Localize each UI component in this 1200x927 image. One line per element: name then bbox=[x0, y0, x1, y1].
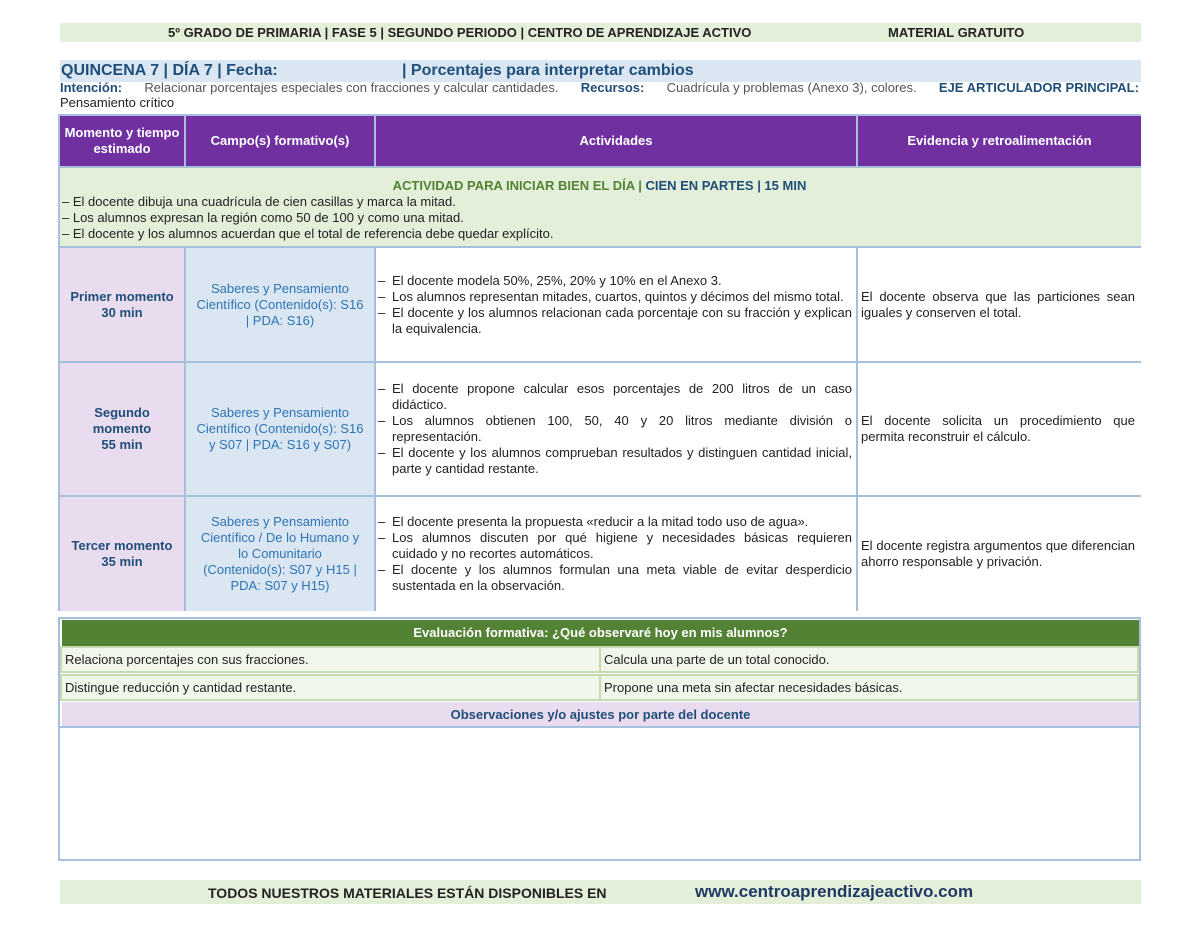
list-item: – El docente y los alumnos comprueban resultados y distinguen cantidad inicial, parte y cantidad restante. bbox=[378, 445, 852, 476]
moment-label: Segundo momento bbox=[92, 405, 152, 436]
activity-text: Los alumnos discuten por qué higiene y necesidades básicas requieren cuidado y no recortes automáticos. bbox=[392, 530, 852, 561]
moment-label: Primer momento bbox=[70, 288, 174, 304]
activity-text: El docente presenta la propuesta «reducir a la mitad todo uso de agua». bbox=[392, 514, 809, 529]
banner-grade-info: 5º GRADO DE PRIMARIA | FASE 5 | SEGUNDO PERIODO | CENTRO DE APRENDIZAJE ACTIVO bbox=[168, 25, 752, 40]
evaluation-item: Calcula una parte de un total conocido. bbox=[599, 646, 1139, 673]
list-item: – El docente y los alumnos formulan una meta viable de evitar desperdicio sustentada en la observación. bbox=[378, 562, 852, 593]
moment-time: 30 min bbox=[101, 304, 143, 320]
start-item-text: Los alumnos expresan la región como 50 de 100 y como una mitad. bbox=[72, 210, 464, 225]
activity-text: El docente y los alumnos formulan una meta viable de evitar desperdicio sustentada en la observación. bbox=[392, 562, 852, 593]
moment-cell bbox=[60, 497, 186, 611]
intencion-label: Intención: bbox=[60, 80, 123, 95]
moment-label: Tercer momento bbox=[71, 538, 173, 553]
start-item-text: El docente dibuja una cuadrícula de cien casillas y marca la mitad. bbox=[72, 194, 456, 209]
activity-text: Los alumnos representan mitades, cuartos, quintos y décimos del mismo total. bbox=[392, 288, 844, 304]
footer bbox=[60, 880, 1141, 904]
footer-text: TODOS NUESTROS MATERIALES ESTÁN DISPONIBLES EN bbox=[208, 885, 607, 901]
header-momento bbox=[60, 116, 186, 168]
list-item: – El docente presenta la propuesta «reducir a la mitad todo uso de agua». bbox=[378, 514, 852, 530]
eje-label: EJE ARTICULADOR PRINCIPAL: bbox=[938, 80, 1139, 95]
campo-text: Saberes y Pensamiento Científico (Contenido(s): S16 | PDA: S16) bbox=[196, 280, 364, 328]
header-campo bbox=[186, 116, 376, 168]
moment-cell bbox=[60, 248, 186, 363]
campo-cell bbox=[186, 248, 376, 363]
activities-cell bbox=[376, 248, 858, 363]
evidence-cell bbox=[858, 248, 1141, 363]
header-campo-label: Campo(s) formativo(s) bbox=[210, 133, 350, 148]
observations-header: Observaciones y/o ajustes por parte del docente bbox=[62, 702, 1139, 727]
moment-time: 55 min bbox=[101, 437, 143, 452]
intencion-text: Relacionar porcentajes especiales con fracciones y calcular cantidades. bbox=[144, 80, 559, 95]
page-title-bar bbox=[60, 60, 1141, 82]
evidence-text: El docente registra argumentos que diferencian ahorro responsable y privación. bbox=[861, 538, 1135, 569]
evaluation-section bbox=[58, 617, 1141, 861]
start-activity-title-prefix: ACTIVIDAD PARA INICIAR BIEN EL DÍA | bbox=[392, 178, 642, 193]
list-item: – Los alumnos representan mitades, cuartos, quintos y décimos del mismo total. bbox=[378, 289, 852, 305]
start-item-text: El docente y los alumnos acuerdan que el total de referencia debe quedar explícito. bbox=[72, 226, 554, 241]
lesson-topic: | Porcentajes para interpretar cambios bbox=[402, 62, 694, 79]
evidence-cell bbox=[858, 497, 1141, 611]
evaluation-header: Evaluación formativa: ¿Qué observaré hoy en mis alumnos? bbox=[62, 620, 1139, 646]
activity-text: Los alumnos obtienen 100, 50, 40 y 20 litros mediante división o representación. bbox=[392, 413, 852, 444]
moment-cell bbox=[60, 363, 186, 497]
start-activity-title bbox=[62, 178, 1137, 194]
activities-cell bbox=[376, 497, 858, 611]
start-activity-row bbox=[60, 168, 1141, 248]
planning-table bbox=[58, 114, 1141, 611]
intent-block bbox=[60, 80, 1139, 110]
evidence-text: El docente solicita un procedimiento que permita reconstruir el cálculo. bbox=[861, 413, 1135, 444]
header-momento-label: Momento y tiempo estimado bbox=[64, 125, 180, 156]
header-evidencia-label: Evidencia y retroalimentación bbox=[907, 133, 1092, 148]
moment-time: 35 min bbox=[101, 554, 143, 569]
banner-free-material: MATERIAL GRATUITO bbox=[888, 25, 1025, 40]
activity-text: El docente y los alumnos relacionan cada porcentaje con su fracción y explican la equivalencia. bbox=[392, 304, 852, 336]
list-item: – Los alumnos discuten por qué higiene y necesidades básicas requieren cuidado y no recortes automáticos. bbox=[378, 530, 852, 561]
list-item: – Los alumnos expresan la región como 50 de 100 y como una mitad. bbox=[62, 210, 464, 225]
list-item: – El docente modela 50%, 25%, 20% y 10% en el Anexo 3. bbox=[378, 273, 852, 289]
evaluation-item: Propone una meta sin afectar necesidades básicas. bbox=[599, 674, 1139, 701]
activity-text: El docente modela 50%, 25%, 20% y 10% en el Anexo 3. bbox=[392, 272, 722, 288]
evaluation-item: Relaciona porcentajes con sus fracciones. bbox=[60, 646, 601, 673]
evidence-text: El docente observa que las particiones sean iguales y conserven el total. bbox=[861, 288, 1135, 320]
recursos-label: Recursos: bbox=[580, 80, 645, 95]
campo-cell bbox=[186, 497, 376, 611]
list-item: – El docente propone calcular esos porcentajes de 200 litros de un caso didáctico. bbox=[378, 381, 852, 412]
list-item: – Los alumnos obtienen 100, 50, 40 y 20 litros mediante división o representación. bbox=[378, 413, 852, 444]
activity-text: El docente y los alumnos comprueban resultados y distinguen cantidad inicial, parte y cantidad restante. bbox=[392, 445, 852, 476]
start-activity-title-suffix: CIEN EN PARTES | 15 MIN bbox=[645, 178, 807, 193]
page-title: QUINCENA 7 | DÍA 7 | Fecha: bbox=[61, 62, 278, 79]
header-actividades-label: Actividades bbox=[579, 133, 653, 148]
recursos-text: Cuadrícula y problemas (Anexo 3), colores. bbox=[666, 80, 917, 95]
activities-cell bbox=[376, 363, 858, 497]
campo-cell bbox=[186, 363, 376, 497]
header-actividades bbox=[376, 116, 858, 168]
eje-value: Pensamiento crítico bbox=[60, 95, 175, 110]
observations-area[interactable] bbox=[60, 726, 1139, 859]
top-banner bbox=[60, 23, 1141, 42]
header-evidencia bbox=[858, 116, 1141, 168]
activity-text: El docente propone calcular esos porcentajes de 200 litros de un caso didáctico. bbox=[392, 381, 852, 412]
list-item: – El docente y los alumnos relacionan cada porcentaje con su fracción y explican la equivalencia. bbox=[378, 304, 852, 336]
list-item: – El docente y los alumnos acuerdan que el total de referencia debe quedar explícito. bbox=[62, 226, 554, 241]
list-item: – El docente dibuja una cuadrícula de cien casillas y marca la mitad. bbox=[62, 194, 456, 209]
campo-text: Saberes y Pensamiento Científico / De lo Humano y lo Comunitario (Contenido(s): S07 y H15 | PDA: S07 y H15) bbox=[200, 514, 360, 593]
footer-url-link[interactable]: www.centroaprendizajeactivo.com bbox=[695, 882, 974, 901]
campo-text: Saberes y Pensamiento Científico (Contenido(s): S16 y S07 | PDA: S16 y S07) bbox=[196, 405, 364, 452]
evaluation-item: Distingue reducción y cantidad restante. bbox=[60, 674, 601, 701]
evidence-cell bbox=[858, 363, 1141, 497]
intent-line bbox=[60, 80, 1139, 95]
